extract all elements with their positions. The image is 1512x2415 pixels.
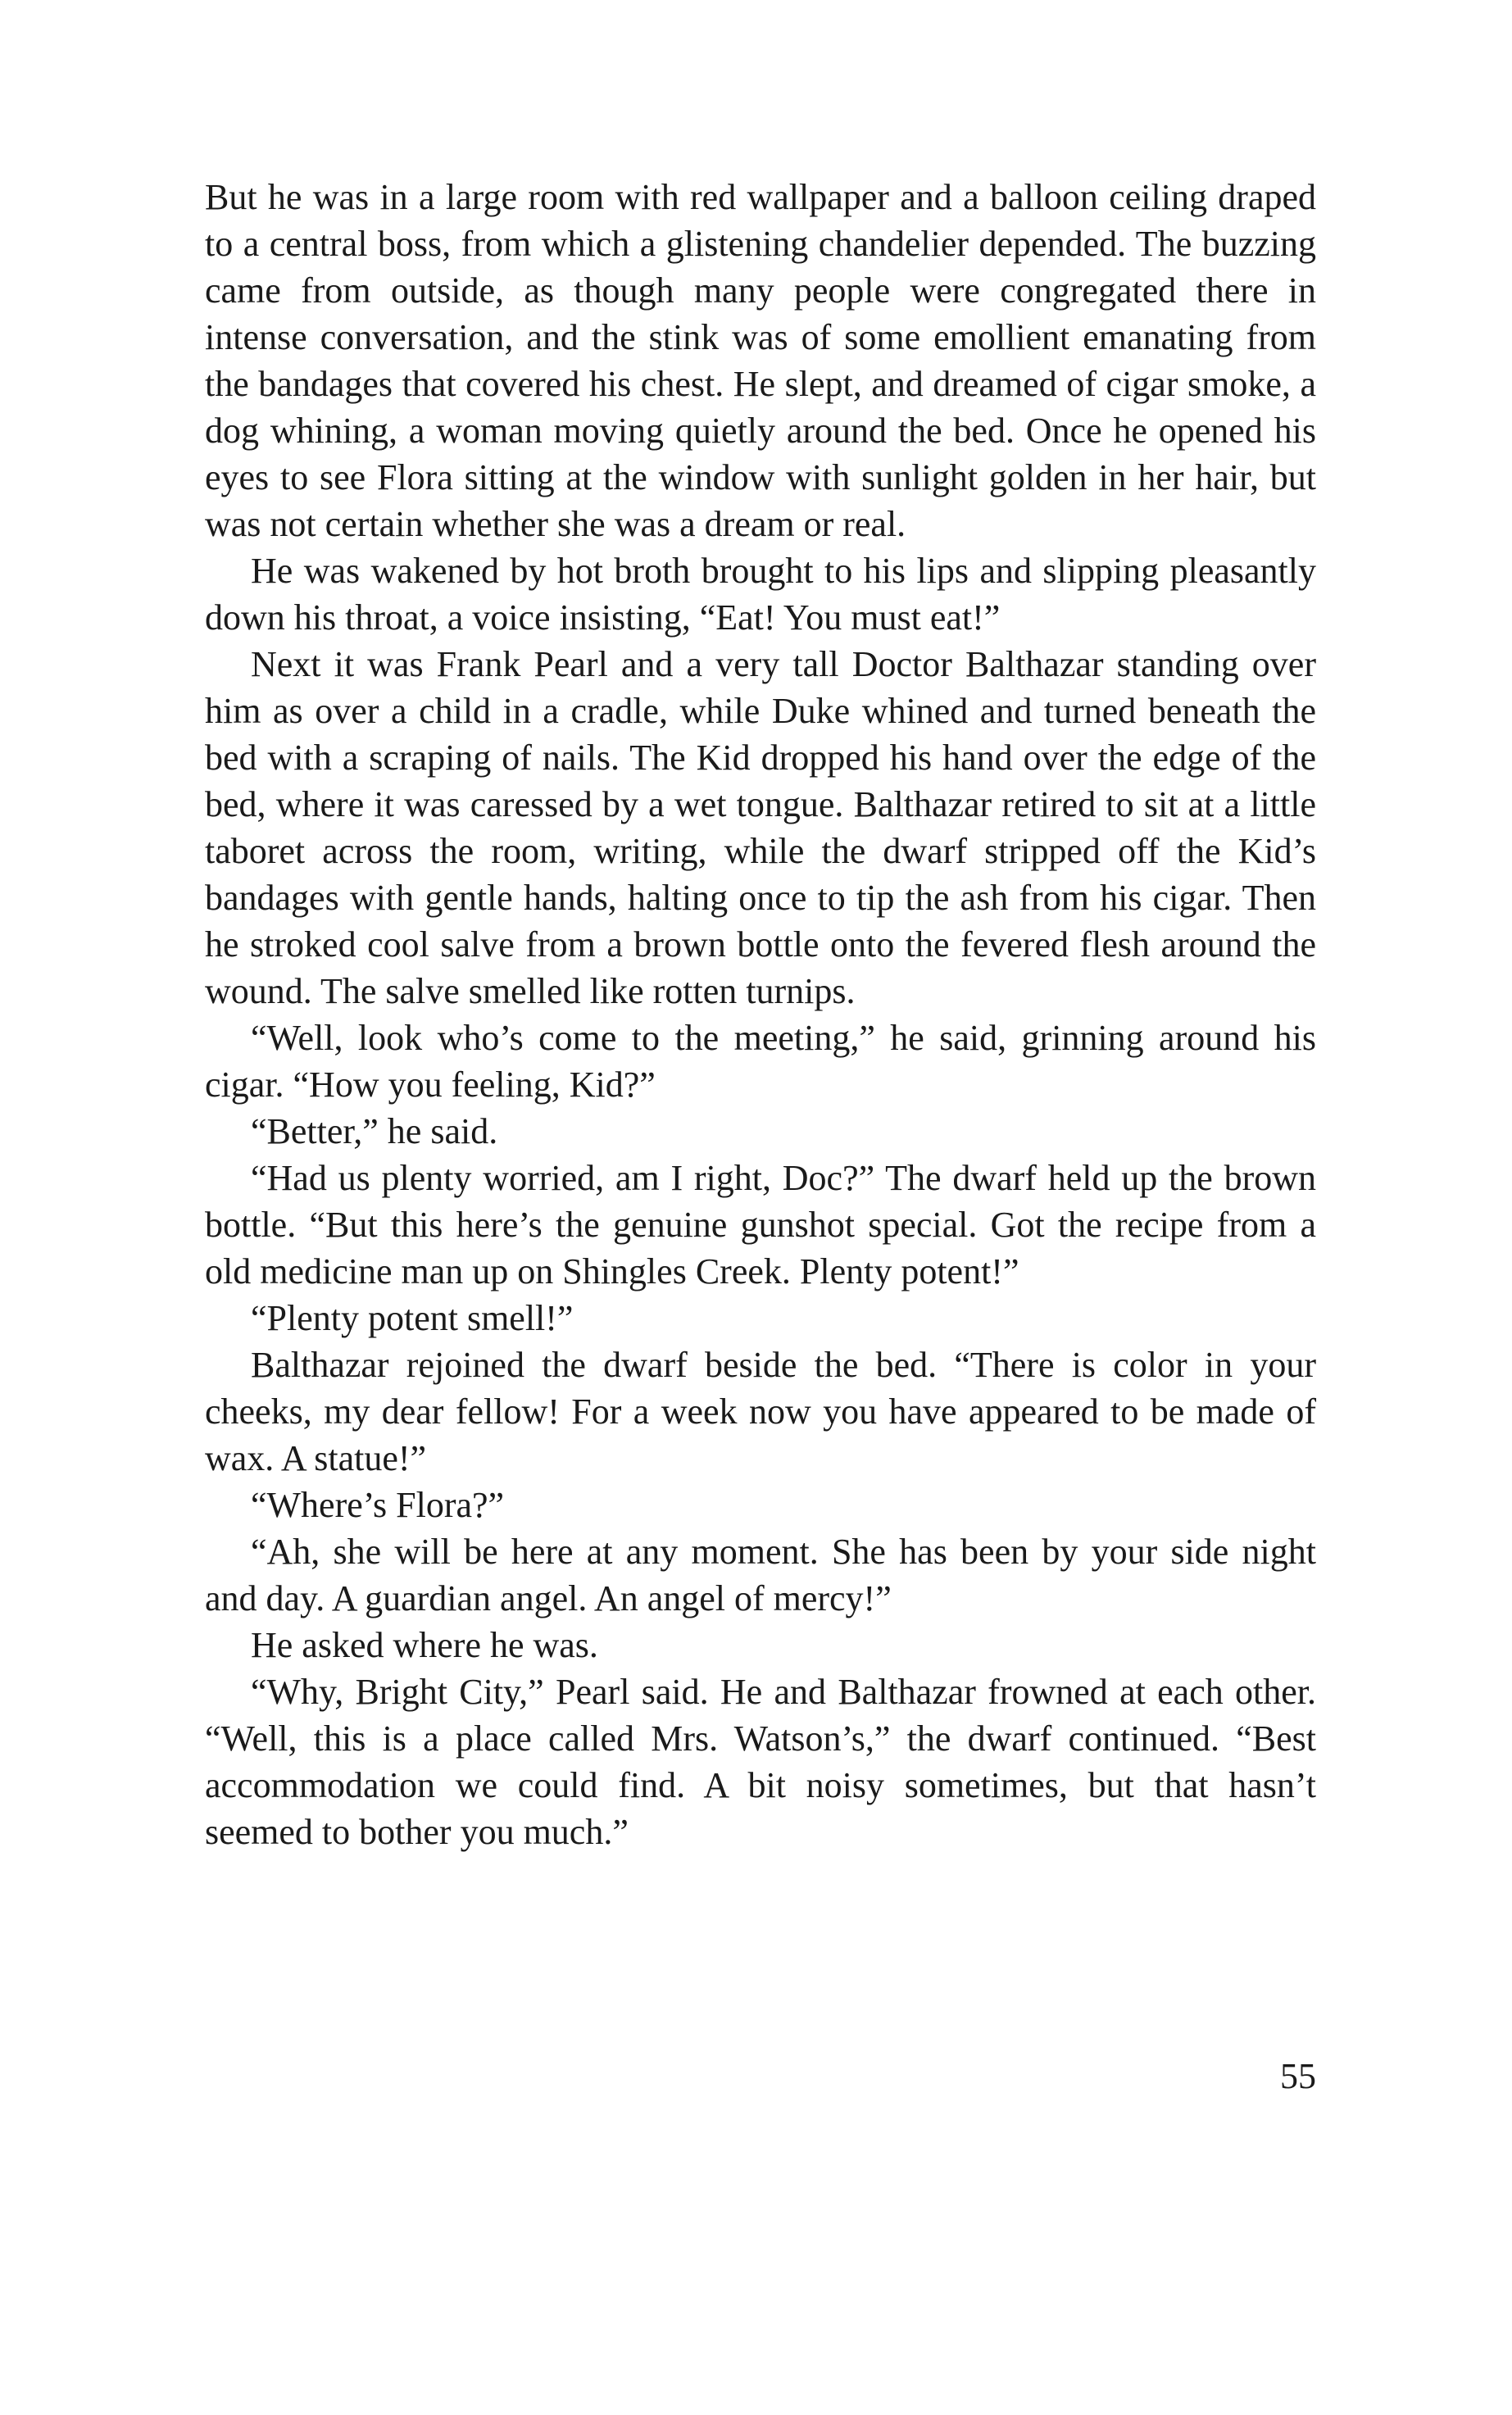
paragraph-4: “Well, look who’s come to the meeting,” he said, grinning around his cigar. “How you feeling, Kid?”	[205, 1018, 1316, 1105]
paragraph-10: “Ah, she will be here at any moment. She has been by your side night and day. A guardian angel. An angel of mercy!”	[205, 1532, 1316, 1618]
paragraph-6: “Had us plenty worried, am I right, Doc?” The dwarf held up the brown bottle. “But this here’s the genuine gunshot special. Got the recipe from a old medicine man up on Shingles Creek. Plenty potent!”	[205, 1158, 1316, 1291]
paragraph-1: But he was in a large room with red wallpaper and a balloon ceiling draped to a central boss, from which a glistening chandelier depended. The buzzing came from outside, as though many people were congregated there in intense conversation, and the stink was of some emollient emanating from the bandages that covered his chest. He slept, and dreamed of cigar smoke, a dog whining, a woman moving quietly around the bed. Once he opened his eyes to see Flora sitting at the window with sunlight golden in her hair, but was not certain whether she was a dream or real.	[205, 177, 1316, 544]
paragraph-5: “Better,” he said.	[251, 1111, 498, 1151]
paragraph-11: He asked where he was.	[251, 1625, 598, 1665]
page-body	[205, 174, 1316, 1855]
page-number: 55	[1280, 2056, 1316, 2096]
paragraph-2: He was wakened by hot broth brought to his lips and slipping pleasantly down his throat, a voice insisting, “Eat! You must eat!”	[205, 551, 1316, 638]
paragraph-9: “Where’s Flora?”	[251, 1485, 505, 1525]
paragraph-7: “Plenty potent smell!”	[251, 1298, 574, 1338]
paragraph-12: “Why, Bright City,” Pearl said. He and Balthazar frowned at each other. “Well, this is a place called Mrs. Watson’s,” the dwarf continued. “Best accommodation we could find. A bit noisy sometimes, but that hasn’t seemed to bother you much.”	[205, 1672, 1316, 1852]
paragraph-3: Next it was Frank Pearl and a very tall Doctor Balthazar standing over him as over a child in a cradle, while Duke whined and turned beneath the bed with a scraping of nails. The Kid dropped his hand over the edge of the bed, where it was caressed by a wet tongue. Balthazar retired to sit at a little taboret across the room, writing, while the dwarf stripped off the Kid’s bandages with gentle hands, halting once to tip the ash from his cigar. Then he stroked cool salve from a brown bottle onto the fevered flesh around the wound. The salve smelled like rotten turnips.	[205, 644, 1316, 1011]
paragraph-8: Balthazar rejoined the dwarf beside the bed. “There is color in your cheeks, my dear fellow! For a week now you have appeared to be made of wax. A statue!”	[205, 1345, 1316, 1478]
